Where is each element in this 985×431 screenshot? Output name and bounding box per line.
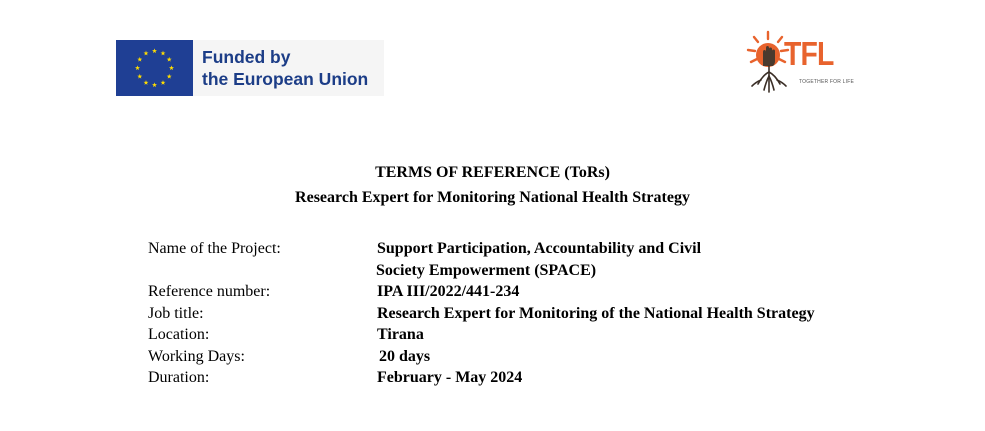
- detail-value: 20 days: [379, 347, 431, 365]
- document-title: TERMS OF REFERENCE (ToRs): [375, 164, 610, 181]
- eu-funding-line1: Funded by: [202, 47, 291, 67]
- detail-value-line1: Support Participation, Accountability and Civil: [377, 240, 702, 257]
- detail-label: Duration:: [148, 369, 210, 386]
- detail-value: [377, 238, 701, 281]
- detail-value: IPA III/2022/441-234: [377, 283, 520, 300]
- document-title-block: [0, 160, 985, 210]
- eu-funding-text: [202, 46, 368, 90]
- detail-value: Tirana: [377, 326, 424, 343]
- document-subtitle: Research Expert for Monitoring National Health Strategy: [295, 189, 690, 206]
- detail-label: Name of the Project:: [148, 240, 281, 257]
- eu-flag-icon: [116, 40, 193, 96]
- detail-value: Research Expert for Monitoring of the National Health Strategy: [377, 304, 815, 322]
- detail-label: Working Days:: [148, 347, 245, 365]
- detail-label: Job title:: [148, 304, 204, 322]
- detail-label: Location:: [148, 326, 210, 343]
- eu-funding-logo: [116, 40, 384, 96]
- detail-value-line2: Society Empowerment (SPACE): [376, 261, 597, 279]
- detail-label: Reference number:: [148, 283, 271, 300]
- detail-value: February - May 2024: [377, 369, 523, 386]
- tfl-wordmark: TFL: [784, 35, 834, 72]
- eu-funding-line2: the European Union: [202, 69, 369, 89]
- tfl-logo: [746, 28, 858, 98]
- tfl-tagline: TOGETHER FOR LIFE: [799, 79, 854, 85]
